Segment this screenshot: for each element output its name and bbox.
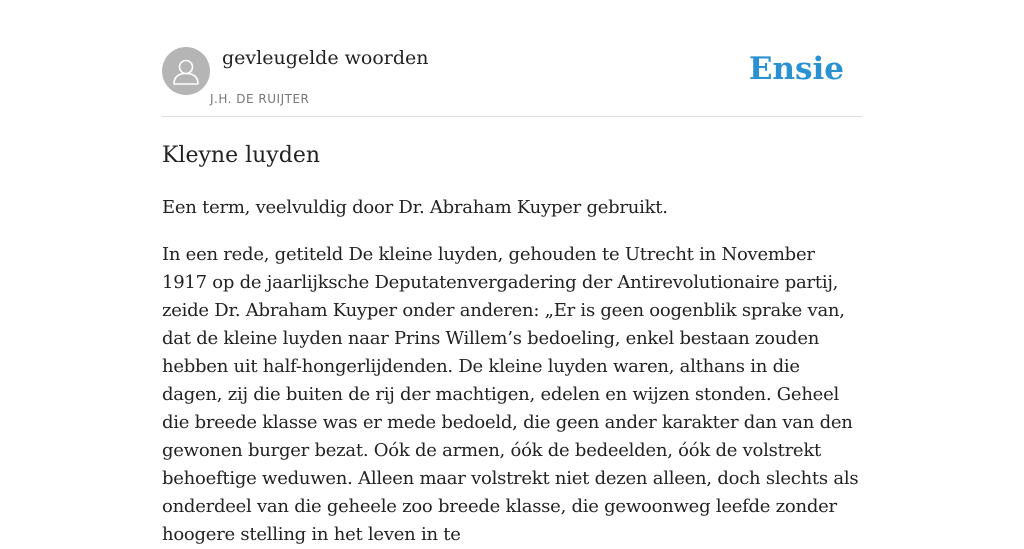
avatar[interactable] — [162, 47, 210, 95]
article-paragraph: In een rede, getiteld De kleine luyden, gehouden te Utrecht in November 1917 op de jaarlijksche Deputatenvergadering der Antirevolutionaire partij, zeide Dr. Abraham Kuyper onder anderen: „Er is geen oogenblik sprake van, dat de kleine luyden naar Prins Willem’s bedoeling, enkel bestaan zouden hebben uit half-hongerlijdenden. De kleine luyden waren, althans in die dagen, zij die buiten de rij der machtigen, edelen en wijzen stonden. Geheel die breede klasse was er mede bedoeld, die geen ander karakter dan van den gewonen burger bezat. Oók de armen, óók de bedeelden, óók de volstrekt behoeftige weduwen. Alleen maar volstrekt niet dezen alleen, doch slechts als onderdeel van die geheele zoo breede klasse, die gewoonweg leefde zonder hoogere stelling in het leven in te — [162, 244, 859, 545]
author-name[interactable]: J.H. DE RUIJTER — [210, 92, 310, 106]
source-title[interactable]: gevleugelde woorden — [222, 47, 429, 69]
user-icon — [162, 47, 210, 95]
brand-logo[interactable]: Ensie — [748, 51, 844, 87]
page — [162, 0, 862, 549]
header — [162, 0, 862, 117]
entry-title: Kleyne luyden — [162, 143, 321, 168]
article-paragraph: Een term, veelvuldig door Dr. Abraham Kuyper gebruikt. — [162, 197, 668, 218]
